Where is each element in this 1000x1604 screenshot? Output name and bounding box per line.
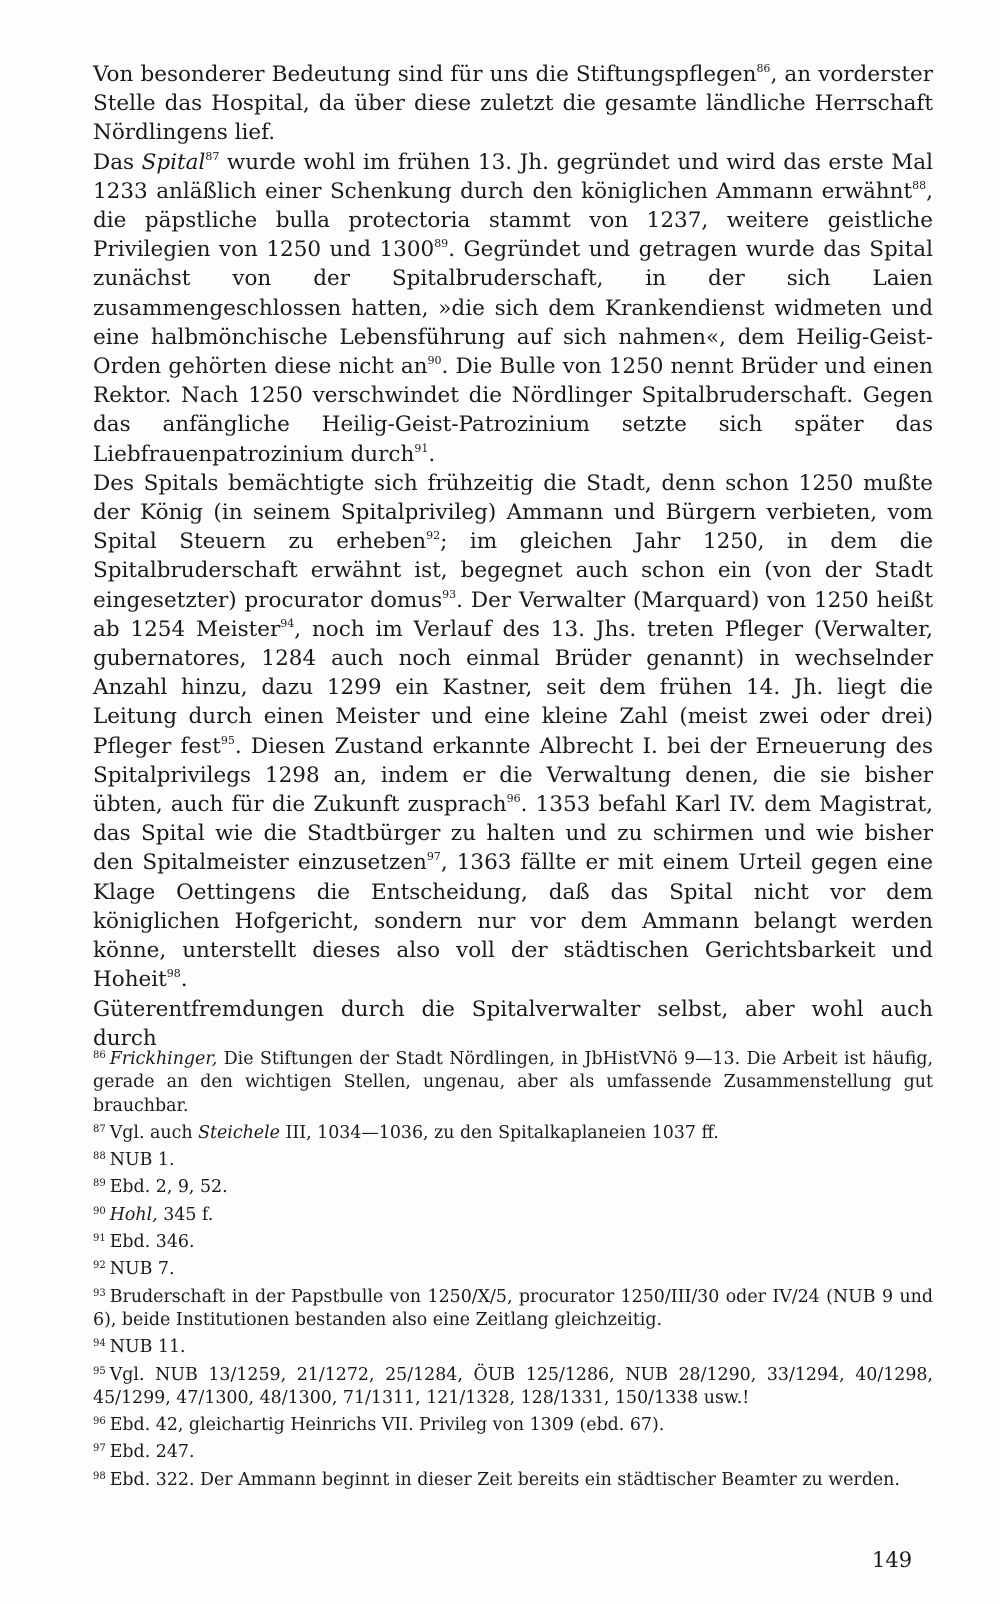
text-run: Von besonderer Bedeutung sind für uns die Stiftungspflegen <box>93 62 757 87</box>
footnote-number: 94 <box>93 1338 106 1350</box>
italic-text: Hohl, <box>109 1204 158 1225</box>
footnote-number: 89 <box>93 1178 106 1190</box>
italic-text: Spital <box>141 149 206 175</box>
footnote-number: 86 <box>93 1050 106 1061</box>
footnote-number: 95 <box>93 1365 106 1377</box>
footnote <box>93 1410 933 1437</box>
footnote-number: 93 <box>93 1287 106 1299</box>
footnote <box>93 1254 933 1281</box>
footnote-number: 90 <box>93 1205 106 1217</box>
body-text <box>93 60 933 1053</box>
footnote-ref: 87 <box>205 149 220 163</box>
footnote <box>93 1227 933 1254</box>
footnote-number: 96 <box>93 1416 106 1428</box>
footnote <box>93 1465 933 1492</box>
text-run: Das <box>93 149 142 175</box>
italic-text: Frickhinger, <box>109 1049 218 1069</box>
text-run: . Der Verwalter (Marquard) von 1250 heißt ab 1254 Meister <box>93 587 933 642</box>
footnote-ref: 90 <box>427 354 442 368</box>
footnote-number: 91 <box>93 1233 106 1245</box>
footnote <box>93 1172 933 1199</box>
footnote <box>93 1145 933 1172</box>
footnote <box>93 1282 933 1333</box>
text-run: Ebd. 2, 9, 52. <box>109 1177 228 1198</box>
text-run: NUB 11. <box>109 1337 186 1358</box>
footnote-ref: 92 <box>426 529 441 543</box>
footnotes <box>93 1044 933 1492</box>
footnote-number: 97 <box>93 1443 106 1455</box>
footnote-number: 88 <box>93 1151 106 1163</box>
footnote <box>93 1360 933 1411</box>
text-run: . Die Bulle von 1250 nennt Brüder und einen Rektor. Nach 1250 verschwindet die Nördlinger Spitalbruderschaft. Gegen das anfängliche Heilig-Geist-Patrozinium setzte sich später das Liebfrauenpatrozinium durch <box>93 354 933 467</box>
text-run: , die päpstliche bulla protectoria stammt von 1237, weitere geistliche Privilegien von 1250 und 1300 <box>93 178 933 263</box>
text-run: Güterentfremdungen durch die Spitalverwalter selbst, aber wohl auch durch <box>93 996 933 1051</box>
footnote-ref: 96 <box>506 792 521 806</box>
text-run: Vgl. NUB 13/1259, 21/1272, 25/1284, ÖUB 125/1286, NUB 28/1290, 33/1294, 40/1298, 45/1299, 47/1300, 48/1300, 71/1311, 121/1328, 128/1331, 150/1338 usw.! <box>93 1364 933 1408</box>
footnote-ref: 89 <box>434 237 449 251</box>
footnote <box>93 1332 933 1359</box>
text-run: 345 f. <box>157 1204 214 1225</box>
text-run: Ebd. 346. <box>109 1232 195 1253</box>
text-run: Ebd. 42, gleichartig Heinrichs VII. Privileg von 1309 (ebd. 67). <box>109 1415 665 1436</box>
text-run: . <box>180 967 188 993</box>
text-run: , an vorderster Stelle das Hospital, da über diese zuletzt die gesamte ländliche Herrschaft Nördlingens lief. <box>93 62 933 146</box>
footnote <box>93 1118 933 1145</box>
italic-text: Steichele <box>198 1122 280 1143</box>
text-run: wurde wohl im frühen 13. Jh. gegründet und wird das erste Mal 1233 anläßlich einer Schenkung durch den königlichen Ammann erwähnt <box>93 149 933 204</box>
text-run: Ebd. 247. <box>109 1442 195 1463</box>
footnote <box>93 1200 933 1227</box>
text-run: Bruderschaft in der Papstbulle von 1250/X/5, procurator 1250/III/30 oder IV/24 (NUB 9 und 6), beide Institutionen bestanden also eine Zeitlang gleichzeitig. <box>93 1286 933 1330</box>
footnote-number: 92 <box>93 1260 106 1272</box>
text-run: III, 1034—1036, zu den Spitalkaplaneien 1037 ff. <box>279 1122 719 1143</box>
text-run: , 1363 fällte er mit einem Urteil gegen eine Klage Oettingens die Entscheidung, daß das Spital nicht vor dem königlichen Hofgericht, sondern nur vor dem Ammann belangt werden könne, unterstellt dieses also voll der städtischen Gerichtsbarkeit und Hoheit <box>93 850 933 993</box>
footnote-ref: 95 <box>220 733 235 747</box>
footnote <box>93 1437 933 1464</box>
text-run: Ebd. 322. Der Ammann beginnt in dieser Zeit bereits ein städtischer Beamter zu werden. <box>109 1469 900 1490</box>
footnote-ref: 93 <box>442 587 457 601</box>
text-run: . Diesen Zustand erkannte Albrecht I. bei der Erneuerung des Spitalprivilegs 1298 an, indem er die Verwaltung denen, die sie bisher übten, auch für die Zukunft zusprach <box>93 733 934 818</box>
footnote <box>93 1044 933 1118</box>
paragraph <box>93 148 933 469</box>
footnote-ref: 88 <box>912 178 927 192</box>
paragraph <box>93 60 933 148</box>
footnote-ref: 94 <box>280 616 295 630</box>
footnote-ref: 98 <box>166 967 181 981</box>
text-run: Des Spitals bemächtigte sich frühzeitig die Stadt, denn schon 1250 mußte der König (in seinem Spitalprivileg) Ammann und Bürgern verbieten, vom Spital Steuern zu erheben <box>93 470 933 555</box>
text-run: Die Stiftungen der Stadt Nördlingen, in JbHistVNö 9—13. Die Arbeit ist häufig, gerade an den wichtigen Stellen, ungenau, aber als umfassende Zusammenstellung gut brauchbar. <box>93 1049 933 1116</box>
footnote-ref: 97 <box>426 850 441 864</box>
text-run: Vgl. auch <box>109 1122 199 1143</box>
text-run: . <box>428 441 436 467</box>
text-run: . Gegründet und getragen wurde das Spital zunächst von der Spitalbruderschaft, in der sich Laien zusammengeschlossen hatten, »die sich dem Krankendienst widmeten und eine halbmönchische Lebensführung auf sich nahmen«, dem Heilig-Geist-Orden gehörten diese nicht an <box>93 237 933 380</box>
text-run: . 1353 befahl Karl IV. dem Magistrat, das Spital wie die Stadtbürger zu halten und zu schirmen und wie bisher den Spitalmeister einzusetzen <box>93 792 933 876</box>
text-run: NUB 1. <box>109 1150 175 1171</box>
paragraph <box>93 469 933 995</box>
text-run: NUB 7. <box>109 1259 175 1280</box>
text-run: ; im gleichen Jahr 1250, in dem die Spitalbruderschaft erwähnt ist, begegnet auch schon ein (von der Stadt eingesetzter) procurator domus <box>93 529 933 613</box>
footnote-ref: 91 <box>414 441 429 455</box>
text-run: , noch im Verlauf des 13. Jhs. treten Pfleger (Verwalter, gubernatores, 1284 auch noch einmal Brüder genannt) in wechselnder Anzahl hinzu, dazu 1299 ein Kastner, seit dem frühen 14. Jh. liegt die Leitung durch einen Meister und eine kleine Zahl (meist zwei oder drei) Pfleger fest <box>93 616 933 759</box>
footnote-number: 98 <box>93 1470 106 1482</box>
footnote-ref: 86 <box>756 62 771 75</box>
footnote-number: 87 <box>93 1123 106 1135</box>
page-number: 149 <box>872 1548 913 1572</box>
